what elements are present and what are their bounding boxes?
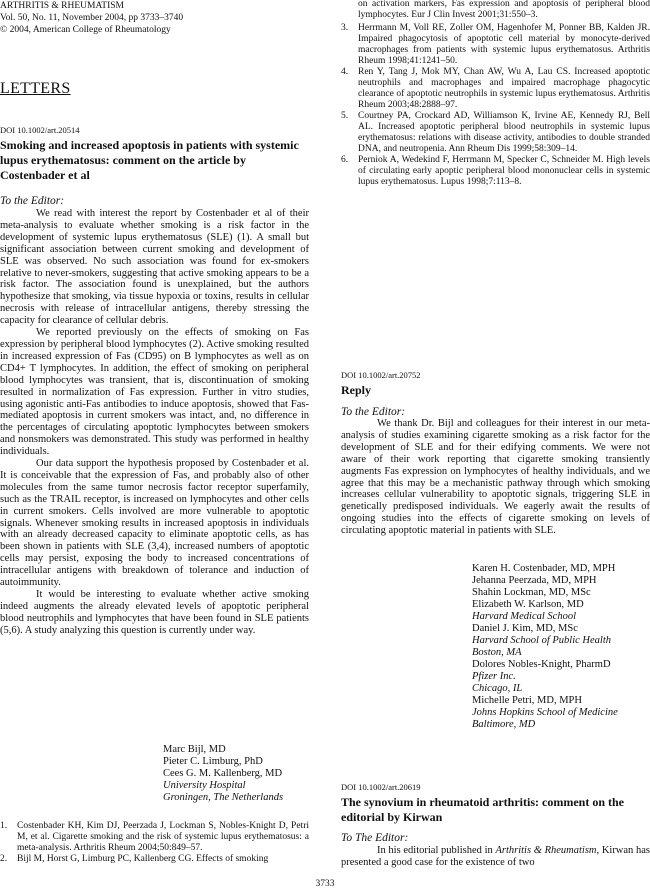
reference-item: [341, 0, 650, 21]
reference-continuation: on activation markers, Fas expression and apoptosis of peripheral blood lymphocytes. Eur J Clin Invest 2001;31:550–3.: [358, 0, 650, 20]
letter3-salutation: To The Editor:: [341, 832, 409, 844]
letter1-doi: DOI 10.1002/art.20514: [0, 125, 80, 135]
signature-line: Karen H. Costenbader, MD, MPH: [472, 563, 616, 574]
reference-item: 5. Courtney PA, Crockard AD, Williamson K, Irvine AE, Kennedy RJ, Bell AL. Increased apoptotic peripheral blood neutrophils in systemic lupus erythematosus: relations with disease activity, antibodies to double stranded DNA, and neutropenia. Ann Rheum Dis 1999;58:309–14.: [341, 111, 650, 154]
journal-header: [0, 0, 183, 36]
letter3-title: The synovium in rheumatoid arthritis: comment on the editorial by Kirwan: [341, 795, 624, 824]
letter1-signature: [163, 744, 283, 804]
signature-line: Groningen, The Netherlands: [163, 792, 284, 803]
journal-citation: Arthritis & Rheumatism: [495, 845, 597, 856]
letter1-paragraph-4: It would be interesting to evaluate whether active smoking indeed augments the already elevated levels of apoptotic peripheral blood neutrophils and lymphocytes that have been found in SLE patients (5,6). A study analyzing this question is currently under way.: [0, 589, 309, 636]
signature-line: Pieter C. Limburg, PhD: [163, 756, 263, 767]
letter1-paragraph-3: Our data support the hypothesis proposed by Costenbader et al. It is conceivable that the expression of Fas, and probably also of other molecules from the same tumor necrosis factor receptor superfamily, such as the TRAIL receptor, is increased on lymphocytes and other cells in current smokers. Cells involved are more vulnerable to apoptotic signals. Whenever smoking results in increased apoptosis in individuals with an already decreased capacity to eliminate apoptotic cells, as has been shown in patients with SLE (3,4), increased numbers of apoptotic cells may persist, exposing the body to increased concentrations of intracellular antigens with breakdown of tolerance and induction of autoimmunity.: [0, 458, 309, 589]
letter2-body: [341, 418, 650, 537]
letter1-paragraph-1: We read with interest the report by Costenbader et al of their meta-analysis to evaluate whether smoking is a risk factor in the development of systemic lupus erythematosus (SLE) (1). A small but significant association between current smoking and development of SLE was observed. No such association was found for ex-smokers relative to never-smokers, suggesting that active smoking appears to be a risk factor. The association found is unexplained, but the authors hypothesize that smoking, via tissue hypoxia or toxins, results in cellular necrosis with release of intracellular antigens, thereby stressing the capacity for clearance of cellular debris.: [0, 208, 309, 327]
signature-line: Jehanna Peerzada, MD, MPH: [472, 575, 597, 586]
signature-line: Shahin Lockman, MD, MSc: [472, 587, 591, 598]
journal-name: ARTHRITIS & RHEUMATISM: [0, 1, 124, 11]
letter1-references-part1: [0, 821, 309, 865]
letter1-body: [0, 208, 309, 637]
signature-line: Baltimore, MD: [472, 719, 536, 730]
letter1-paragraph-2: We reported previously on the effects of smoking on Fas expression by peripheral blood lymphocytes (2). Active smoking resulted in increased expression of Fas (CD95) on B lymphocytes as well as on CD4+ T lymphocytes. In addition, the effect of smoking on peripheral blood lymphocytes was transient, that is, discontinuation of smoking resulted in normalization of Fas expression. Further in vitro studies, using agonistic anti-Fas antibodies to induce apoptosis, showed that Fas-mediated apoptosis in current smokers was intact, and, no difference in the percentages of circulating apoptotic lymphocytes between smokers and nonsmokers was demonstrated. This study was performed in healthy individuals.: [0, 327, 309, 458]
letter1-title: Smoking and increased apoptosis in patients with systemic lupus erythematosus: comment on the article by Costenbader et al: [0, 138, 299, 182]
journal-issue: Vol. 50, No. 11, November 2004, pp 3733–3740: [0, 13, 184, 23]
letter2-paragraph-1: We thank Dr. Bijl and colleagues for their interest in our meta-analysis of studies examining cigarette smoking as a risk factor for the development of SLE and for their edifying comments. We were not aware of their work reporting that cigarette smoking transiently augments Fas expression on lymphocytes of healthy individuals, and we agree that this may be a mechanistic pathway through which smoking increases cellular vulnerability to apoptotic signals, triggering SLE in genetically predisposed individuals. We eagerly await the results of ongoing studies into the effects of cigarette smoking on levels of circulating apoptotic material in patients with SLE.: [341, 418, 650, 537]
signature-line: Harvard School of Public Health: [472, 635, 612, 646]
signature-line: Pfizer Inc.: [472, 671, 516, 682]
reference-item: 2. Bijl M, Horst G, Limburg PC, Kallenberg CG. Effects of smoking: [0, 854, 269, 864]
reference-item: 3. Herrmann M, Voll RE, Zoller OM, Hagenhofer M, Ponner BB, Kalden JR. Impaired phagocytosis of apoptotic cell material by monocyte-derived macrophages from patients with systemic lupus erythematosus. Arthritis Rheum 1998;41:1241–50.: [341, 23, 650, 66]
letter1-references-part3: [341, 23, 650, 188]
letter2-signature: [472, 563, 618, 731]
letter3-body: [341, 845, 650, 869]
signature-line: Cees G. M. Kallenberg, MD: [163, 768, 283, 779]
reference-item: 4. Ren Y, Tang J, Mok MY, Chan AW, Wu A, Lau CS. Increased apoptotic neutrophils and macrophages and impaired macrophage phagocytic clearance of apoptotic neutrophils in systemic lupus erythematosus. Arthritis Rheum 2003;48:2888–97.: [341, 67, 650, 110]
reference-item: 1. Costenbader KH, Kim DJ, Peerzada J, Lockman S, Nobles-Knight D, Petri M, et al. Cigarette smoking and the risk of systemic lupus erythematosus: a meta-analysis. Arthritis Rheum 2004;50:849–57.: [0, 821, 309, 853]
signature-line: Michelle Petri, MD, MPH: [472, 695, 582, 706]
signature-line: Dolores Nobles-Knight, PharmD: [472, 659, 611, 670]
reference-item: 6. Perniok A, Wedekind F, Herrmann M, Specker C, Schneider M. High levels of circulating early apoptic peripheral blood mononuclear cells in systemic lupus erythematosus. Lupus 1998;7:113–8.: [341, 155, 650, 187]
journal-copyright: © 2004, American College of Rheumatology: [0, 25, 171, 35]
signature-line: University Hospital: [163, 780, 246, 791]
letter2-doi: DOI 10.1002/art.20752: [341, 370, 421, 380]
letter1-salutation: To the Editor:: [0, 195, 65, 207]
signature-line: Chicago, IL: [472, 683, 523, 694]
letter2-title: Reply: [341, 383, 371, 397]
signature-line: Harvard Medical School: [472, 611, 577, 622]
signature-line: Daniel J. Kim, MD, MSc: [472, 623, 578, 634]
letter3-paragraph-1: In his editorial published in Arthritis & Rheumatism, Kirwan has presented a good case for the existence of two: [341, 845, 650, 868]
signature-line: Marc Bijl, MD: [163, 744, 226, 755]
signature-line: Johns Hopkins School of Medicine: [472, 707, 618, 718]
letter2-salutation: To the Editor:: [341, 406, 406, 418]
section-heading: LETTERS: [0, 80, 71, 97]
signature-line: Elizabeth W. Karlson, MD: [472, 599, 584, 610]
letter3-doi: DOI 10.1002/art.20619: [341, 782, 421, 792]
page-number: 3733: [315, 879, 335, 889]
signature-line: Boston, MA: [472, 647, 522, 658]
